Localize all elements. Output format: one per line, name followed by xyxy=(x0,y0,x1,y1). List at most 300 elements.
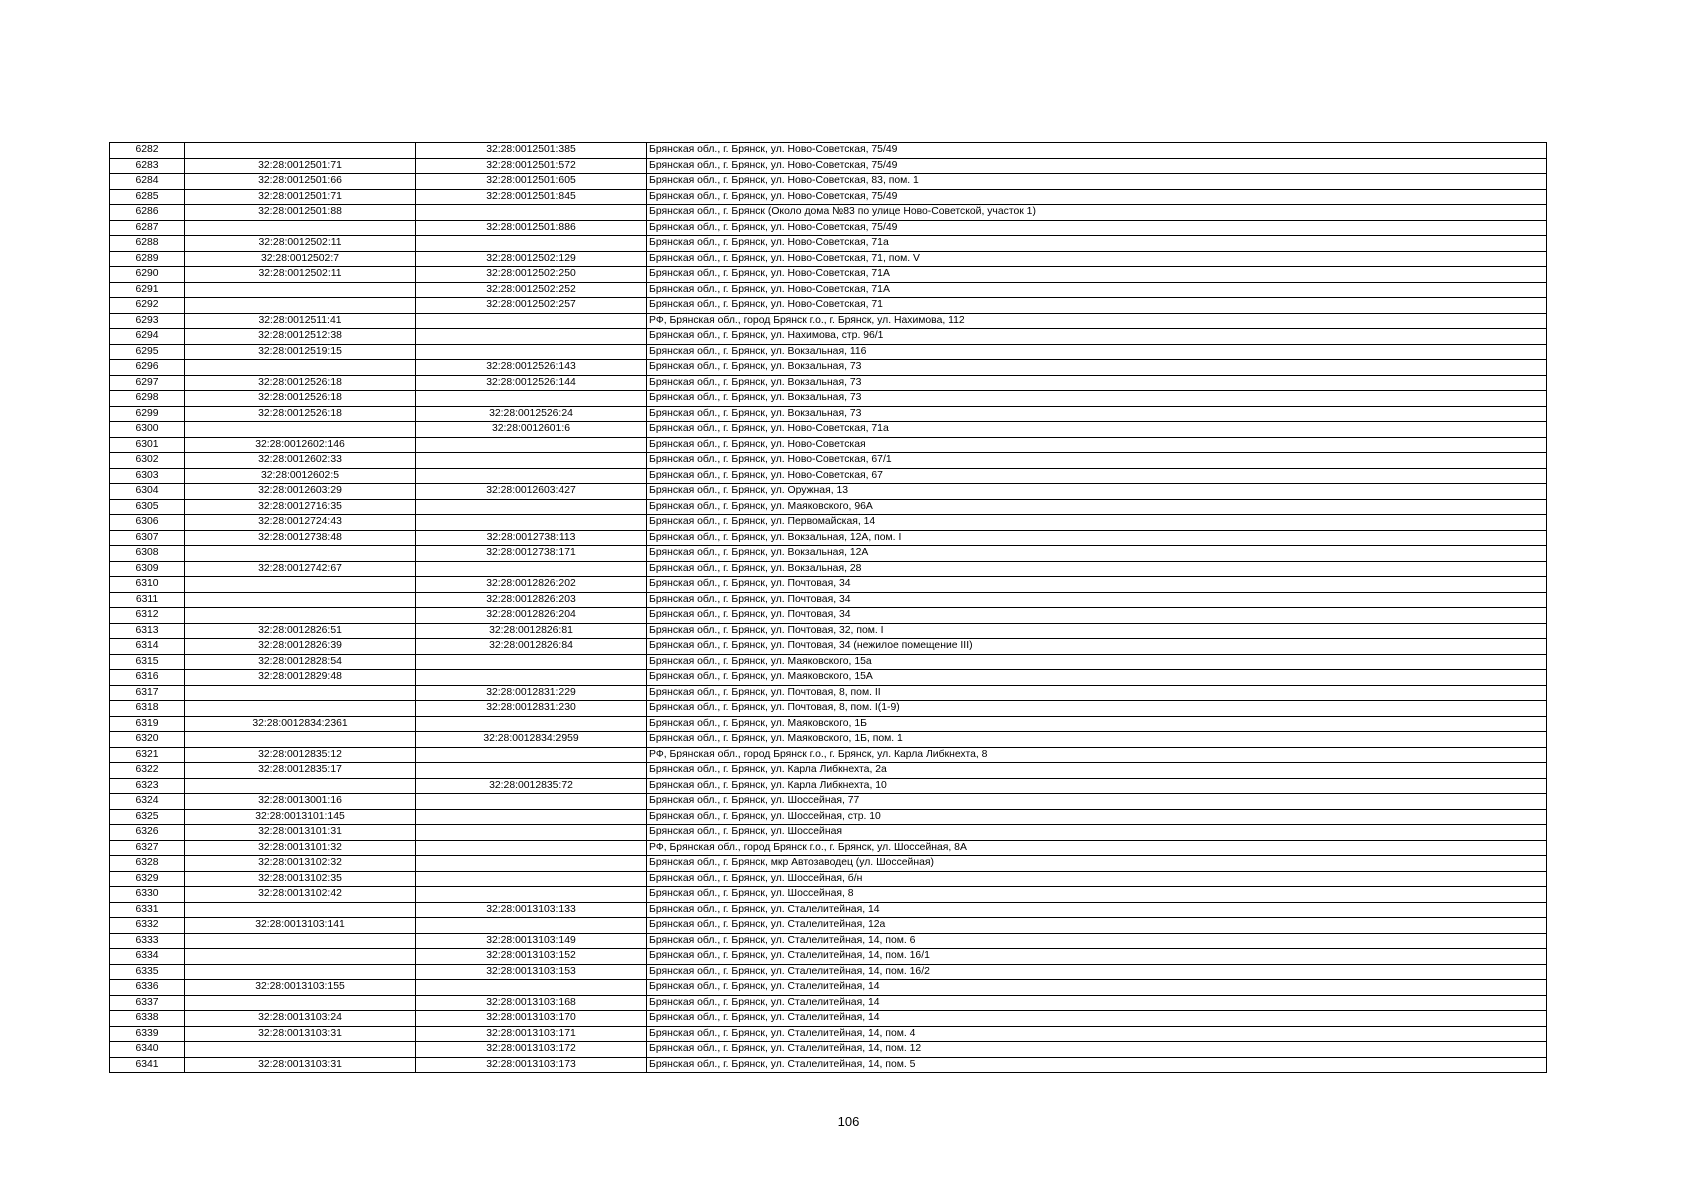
object-cadastral-number-cell: 32:28:0012526:143 xyxy=(416,360,647,376)
land-cadastral-number-cell: 32:28:0013102:32 xyxy=(185,856,416,872)
object-cadastral-number-cell xyxy=(416,840,647,856)
table-row xyxy=(110,809,1547,825)
row-number-cell: 6336 xyxy=(110,980,185,996)
land-cadastral-number-cell xyxy=(185,143,416,159)
row-number-cell: 6313 xyxy=(110,623,185,639)
table-row xyxy=(110,344,1547,360)
land-cadastral-number-cell: 32:28:0012716:35 xyxy=(185,499,416,515)
object-cadastral-number-cell: 32:28:0012526:144 xyxy=(416,375,647,391)
address-cell: Брянская обл., г. Брянск, ул. Ново-Советская, 71а xyxy=(647,422,1547,438)
land-cadastral-number-cell: 32:28:0012602:33 xyxy=(185,453,416,469)
land-cadastral-number-cell: 32:28:0012512:38 xyxy=(185,329,416,345)
land-cadastral-number-cell: 32:28:0012511:41 xyxy=(185,313,416,329)
address-cell: Брянская обл., г. Брянск, ул. Маяковского, 15а xyxy=(647,654,1547,670)
address-cell: Брянская обл., г. Брянск, ул. Ново-Советская, 71А xyxy=(647,282,1547,298)
address-cell: Брянская обл., г. Брянск, ул. Вокзальная, 28 xyxy=(647,561,1547,577)
row-number-cell: 6293 xyxy=(110,313,185,329)
address-cell: Брянская обл., г. Брянск, ул. Почтовая, 34 xyxy=(647,592,1547,608)
address-cell: Брянская обл., г. Брянск, ул. Первомайская, 14 xyxy=(647,515,1547,531)
row-number-cell: 6292 xyxy=(110,298,185,314)
address-cell: Брянская обл., г. Брянск, ул. Маяковского, 1Б xyxy=(647,716,1547,732)
row-number-cell: 6330 xyxy=(110,887,185,903)
table-row xyxy=(110,623,1547,639)
address-cell: Брянская обл., г. Брянск, мкр Автозаводец (ул. Шоссейная) xyxy=(647,856,1547,872)
address-cell: Брянская обл., г. Брянск, ул. Ново-Советская, 75/49 xyxy=(647,189,1547,205)
table-row xyxy=(110,933,1547,949)
address-cell: Брянская обл., г. Брянск, ул. Карла Либкнехта, 2а xyxy=(647,763,1547,779)
table-row xyxy=(110,716,1547,732)
table-row xyxy=(110,747,1547,763)
table-row xyxy=(110,1042,1547,1058)
object-cadastral-number-cell xyxy=(416,918,647,934)
object-cadastral-number-cell: 32:28:0012601:6 xyxy=(416,422,647,438)
address-cell: Брянская обл., г. Брянск, ул. Сталелитейная, 14 xyxy=(647,995,1547,1011)
land-cadastral-number-cell: 32:28:0012501:88 xyxy=(185,205,416,221)
table-row xyxy=(110,592,1547,608)
table-row xyxy=(110,778,1547,794)
address-cell: Брянская обл., г. Брянск, ул. Маяковского, 96А xyxy=(647,499,1547,515)
row-number-cell: 6325 xyxy=(110,809,185,825)
object-cadastral-number-cell xyxy=(416,794,647,810)
address-cell: Брянская обл., г. Брянск, ул. Нахимова, стр. 96/1 xyxy=(647,329,1547,345)
land-cadastral-number-cell: 32:28:0012742:67 xyxy=(185,561,416,577)
table-row xyxy=(110,375,1547,391)
row-number-cell: 6295 xyxy=(110,344,185,360)
row-number-cell: 6324 xyxy=(110,794,185,810)
table-row xyxy=(110,654,1547,670)
row-number-cell: 6303 xyxy=(110,468,185,484)
object-cadastral-number-cell xyxy=(416,344,647,360)
row-number-cell: 6298 xyxy=(110,391,185,407)
object-cadastral-number-cell xyxy=(416,809,647,825)
object-cadastral-number-cell xyxy=(416,871,647,887)
object-cadastral-number-cell xyxy=(416,980,647,996)
table-row xyxy=(110,995,1547,1011)
row-number-cell: 6340 xyxy=(110,1042,185,1058)
table-row xyxy=(110,701,1547,717)
address-cell: РФ, Брянская обл., город Брянск г.о., г. Брянск, ул. Шоссейная, 8А xyxy=(647,840,1547,856)
land-cadastral-number-cell xyxy=(185,778,416,794)
address-cell: РФ, Брянская обл., город Брянск г.о., г. Брянск, ул. Карла Либкнехта, 8 xyxy=(647,747,1547,763)
address-cell: Брянская обл., г. Брянск, ул. Карла Либкнехта, 10 xyxy=(647,778,1547,794)
table-row xyxy=(110,902,1547,918)
table-row xyxy=(110,499,1547,515)
object-cadastral-number-cell: 32:28:0013103:170 xyxy=(416,1011,647,1027)
land-cadastral-number-cell xyxy=(185,902,416,918)
land-cadastral-number-cell: 32:28:0012502:11 xyxy=(185,236,416,252)
address-cell: Брянская обл., г. Брянск, ул. Маяковского, 15А xyxy=(647,670,1547,686)
land-cadastral-number-cell: 32:28:0012519:15 xyxy=(185,344,416,360)
address-cell: Брянская обл., г. Брянск, ул. Ново-Советская, 71А xyxy=(647,267,1547,283)
object-cadastral-number-cell: 32:28:0012831:230 xyxy=(416,701,647,717)
land-cadastral-number-cell: 32:28:0013102:42 xyxy=(185,887,416,903)
table-row xyxy=(110,205,1547,221)
address-cell: Брянская обл., г. Брянск, ул. Шоссейная, 77 xyxy=(647,794,1547,810)
table-row xyxy=(110,189,1547,205)
row-number-cell: 6326 xyxy=(110,825,185,841)
table-row xyxy=(110,236,1547,252)
address-cell: Брянская обл., г. Брянск, ул. Ново-Советская, 75/49 xyxy=(647,143,1547,159)
object-cadastral-number-cell xyxy=(416,747,647,763)
table-row xyxy=(110,282,1547,298)
table-row xyxy=(110,143,1547,159)
address-cell: Брянская обл., г. Брянск, ул. Вокзальная, 73 xyxy=(647,406,1547,422)
row-number-cell: 6317 xyxy=(110,685,185,701)
land-cadastral-number-cell: 32:28:0012724:43 xyxy=(185,515,416,531)
object-cadastral-number-cell xyxy=(416,856,647,872)
object-cadastral-number-cell: 32:28:0012826:204 xyxy=(416,608,647,624)
object-cadastral-number-cell: 32:28:0012603:427 xyxy=(416,484,647,500)
table-row xyxy=(110,468,1547,484)
address-cell: Брянская обл., г. Брянск, ул. Ново-Советская, 75/49 xyxy=(647,220,1547,236)
land-cadastral-number-cell: 32:28:0012834:2361 xyxy=(185,716,416,732)
object-cadastral-number-cell: 32:28:0013103:171 xyxy=(416,1026,647,1042)
row-number-cell: 6291 xyxy=(110,282,185,298)
object-cadastral-number-cell: 32:28:0012738:113 xyxy=(416,530,647,546)
object-cadastral-number-cell: 32:28:0012502:129 xyxy=(416,251,647,267)
address-cell: Брянская обл., г. Брянск, ул. Почтовая, 34 xyxy=(647,608,1547,624)
land-cadastral-number-cell: 32:28:0012835:12 xyxy=(185,747,416,763)
table-row xyxy=(110,887,1547,903)
row-number-cell: 6310 xyxy=(110,577,185,593)
object-cadastral-number-cell: 32:28:0012826:203 xyxy=(416,592,647,608)
land-cadastral-number-cell: 32:28:0012826:39 xyxy=(185,639,416,655)
address-cell: Брянская обл., г. Брянск, ул. Вокзальная, 73 xyxy=(647,375,1547,391)
row-number-cell: 6301 xyxy=(110,437,185,453)
object-cadastral-number-cell xyxy=(416,313,647,329)
table-row xyxy=(110,763,1547,779)
land-cadastral-number-cell: 32:28:0013101:145 xyxy=(185,809,416,825)
address-cell: Брянская обл., г. Брянск, ул. Ново-Советская, 71 xyxy=(647,298,1547,314)
object-cadastral-number-cell xyxy=(416,515,647,531)
table-row xyxy=(110,391,1547,407)
land-cadastral-number-cell: 32:28:0012526:18 xyxy=(185,406,416,422)
object-cadastral-number-cell xyxy=(416,205,647,221)
object-cadastral-number-cell xyxy=(416,654,647,670)
table-row xyxy=(110,422,1547,438)
land-cadastral-number-cell: 32:28:0012602:5 xyxy=(185,468,416,484)
table-row xyxy=(110,840,1547,856)
row-number-cell: 6304 xyxy=(110,484,185,500)
object-cadastral-number-cell xyxy=(416,499,647,515)
table-row xyxy=(110,220,1547,236)
table-row xyxy=(110,515,1547,531)
row-number-cell: 6305 xyxy=(110,499,185,515)
land-cadastral-number-cell xyxy=(185,964,416,980)
row-number-cell: 6284 xyxy=(110,174,185,190)
address-cell: Брянская обл., г. Брянск, ул. Шоссейная, 8 xyxy=(647,887,1547,903)
land-cadastral-number-cell: 32:28:0013101:32 xyxy=(185,840,416,856)
row-number-cell: 6322 xyxy=(110,763,185,779)
row-number-cell: 6286 xyxy=(110,205,185,221)
table-row xyxy=(110,639,1547,655)
row-number-cell: 6294 xyxy=(110,329,185,345)
address-cell: Брянская обл., г. Брянск, ул. Ново-Советская, 67 xyxy=(647,468,1547,484)
row-number-cell: 6337 xyxy=(110,995,185,1011)
land-cadastral-number-cell xyxy=(185,546,416,562)
object-cadastral-number-cell: 32:28:0012831:229 xyxy=(416,685,647,701)
object-cadastral-number-cell: 32:28:0012826:202 xyxy=(416,577,647,593)
address-cell: Брянская обл., г. Брянск, ул. Вокзальная, 73 xyxy=(647,391,1547,407)
row-number-cell: 6329 xyxy=(110,871,185,887)
table-row xyxy=(110,980,1547,996)
land-cadastral-number-cell: 32:28:0013102:35 xyxy=(185,871,416,887)
row-number-cell: 6285 xyxy=(110,189,185,205)
address-cell: Брянская обл., г. Брянск, ул. Сталелитейная, 14, пом. 16/2 xyxy=(647,964,1547,980)
table-row xyxy=(110,685,1547,701)
table-row xyxy=(110,561,1547,577)
table-row xyxy=(110,267,1547,283)
land-cadastral-number-cell xyxy=(185,949,416,965)
registry-table-body xyxy=(110,143,1547,1073)
object-cadastral-number-cell: 32:28:0012835:72 xyxy=(416,778,647,794)
row-number-cell: 6287 xyxy=(110,220,185,236)
object-cadastral-number-cell: 32:28:0012501:886 xyxy=(416,220,647,236)
land-cadastral-number-cell: 32:28:0013103:24 xyxy=(185,1011,416,1027)
row-number-cell: 6296 xyxy=(110,360,185,376)
address-cell: Брянская обл., г. Брянск, ул. Почтовая, 34 (нежилое помещение III) xyxy=(647,639,1547,655)
land-cadastral-number-cell: 32:28:0012828:54 xyxy=(185,654,416,670)
row-number-cell: 6334 xyxy=(110,949,185,965)
land-cadastral-number-cell: 32:28:0013103:141 xyxy=(185,918,416,934)
row-number-cell: 6297 xyxy=(110,375,185,391)
object-cadastral-number-cell: 32:28:0013103:149 xyxy=(416,933,647,949)
object-cadastral-number-cell: 32:28:0013103:172 xyxy=(416,1042,647,1058)
object-cadastral-number-cell: 32:28:0013103:153 xyxy=(416,964,647,980)
table-row xyxy=(110,360,1547,376)
address-cell: Брянская обл., г. Брянск, ул. Сталелитейная, 14, пом. 16/1 xyxy=(647,949,1547,965)
address-cell: Брянская обл., г. Брянск, ул. Сталелитейная, 14, пом. 4 xyxy=(647,1026,1547,1042)
land-cadastral-number-cell xyxy=(185,577,416,593)
table-row xyxy=(110,406,1547,422)
table-row xyxy=(110,329,1547,345)
address-cell: Брянская обл., г. Брянск, ул. Шоссейная, стр. 10 xyxy=(647,809,1547,825)
row-number-cell: 6335 xyxy=(110,964,185,980)
row-number-cell: 6333 xyxy=(110,933,185,949)
table-row xyxy=(110,1026,1547,1042)
table-row xyxy=(110,313,1547,329)
object-cadastral-number-cell: 32:28:0012501:385 xyxy=(416,143,647,159)
address-cell: Брянская обл., г. Брянск, ул. Сталелитейная, 14, пом. 12 xyxy=(647,1042,1547,1058)
object-cadastral-number-cell xyxy=(416,716,647,732)
land-cadastral-number-cell xyxy=(185,298,416,314)
land-cadastral-number-cell xyxy=(185,701,416,717)
land-cadastral-number-cell xyxy=(185,732,416,748)
object-cadastral-number-cell: 32:28:0012502:252 xyxy=(416,282,647,298)
land-cadastral-number-cell: 32:28:0012826:51 xyxy=(185,623,416,639)
table-row xyxy=(110,918,1547,934)
land-cadastral-number-cell: 32:28:0012526:18 xyxy=(185,391,416,407)
land-cadastral-number-cell: 32:28:0013103:155 xyxy=(185,980,416,996)
row-number-cell: 6311 xyxy=(110,592,185,608)
row-number-cell: 6289 xyxy=(110,251,185,267)
table-row xyxy=(110,670,1547,686)
address-cell: Брянская обл., г. Брянск, ул. Ново-Советская, 67/1 xyxy=(647,453,1547,469)
row-number-cell: 6282 xyxy=(110,143,185,159)
address-cell: Брянская обл., г. Брянск, ул. Сталелитейная, 14 xyxy=(647,902,1547,918)
object-cadastral-number-cell: 32:28:0012502:250 xyxy=(416,267,647,283)
address-cell: РФ, Брянская обл., город Брянск г.о., г. Брянск, ул. Нахимова, 112 xyxy=(647,313,1547,329)
row-number-cell: 6306 xyxy=(110,515,185,531)
address-cell: Брянская обл., г. Брянск, ул. Шоссейная xyxy=(647,825,1547,841)
land-cadastral-number-cell xyxy=(185,1042,416,1058)
land-cadastral-number-cell: 32:28:0012501:71 xyxy=(185,189,416,205)
table-row xyxy=(110,577,1547,593)
land-cadastral-number-cell: 32:28:0012501:71 xyxy=(185,158,416,174)
table-row xyxy=(110,251,1547,267)
address-cell: Брянская обл., г. Брянск, ул. Сталелитейная, 12а xyxy=(647,918,1547,934)
table-row xyxy=(110,856,1547,872)
land-cadastral-number-cell: 32:28:0013101:31 xyxy=(185,825,416,841)
land-cadastral-number-cell: 32:28:0012502:7 xyxy=(185,251,416,267)
address-cell: Брянская обл., г. Брянск, ул. Почтовая, 34 xyxy=(647,577,1547,593)
land-cadastral-number-cell xyxy=(185,933,416,949)
row-number-cell: 6308 xyxy=(110,546,185,562)
row-number-cell: 6338 xyxy=(110,1011,185,1027)
address-cell: Брянская обл., г. Брянск, ул. Почтовая, 8, пом. I(1-9) xyxy=(647,701,1547,717)
object-cadastral-number-cell: 32:28:0012738:171 xyxy=(416,546,647,562)
page-number: 106 xyxy=(837,1114,860,1129)
object-cadastral-number-cell xyxy=(416,825,647,841)
land-cadastral-number-cell xyxy=(185,685,416,701)
land-cadastral-number-cell: 32:28:0013103:31 xyxy=(185,1057,416,1073)
object-cadastral-number-cell: 32:28:0012501:845 xyxy=(416,189,647,205)
row-number-cell: 6316 xyxy=(110,670,185,686)
object-cadastral-number-cell: 32:28:0013103:168 xyxy=(416,995,647,1011)
row-number-cell: 6327 xyxy=(110,840,185,856)
land-cadastral-number-cell: 32:28:0012738:48 xyxy=(185,530,416,546)
object-cadastral-number-cell: 32:28:0012826:81 xyxy=(416,623,647,639)
table-row xyxy=(110,871,1547,887)
address-cell: Брянская обл., г. Брянск, ул. Оружная, 13 xyxy=(647,484,1547,500)
address-cell: Брянская обл., г. Брянск, ул. Ново-Советская, 75/49 xyxy=(647,158,1547,174)
address-cell: Брянская обл., г. Брянск, ул. Сталелитейная, 14, пом. 5 xyxy=(647,1057,1547,1073)
row-number-cell: 6318 xyxy=(110,701,185,717)
row-number-cell: 6320 xyxy=(110,732,185,748)
object-cadastral-number-cell xyxy=(416,670,647,686)
row-number-cell: 6341 xyxy=(110,1057,185,1073)
table-row xyxy=(110,825,1547,841)
table-row xyxy=(110,949,1547,965)
object-cadastral-number-cell xyxy=(416,763,647,779)
land-cadastral-number-cell: 32:28:0012526:18 xyxy=(185,375,416,391)
address-cell: Брянская обл., г. Брянск, ул. Вокзальная, 12А xyxy=(647,546,1547,562)
object-cadastral-number-cell xyxy=(416,437,647,453)
object-cadastral-number-cell: 32:28:0012502:257 xyxy=(416,298,647,314)
address-cell: Брянская обл., г. Брянск, ул. Почтовая, 8, пом. II xyxy=(647,685,1547,701)
table-row xyxy=(110,453,1547,469)
land-cadastral-number-cell: 32:28:0012829:48 xyxy=(185,670,416,686)
registry-table xyxy=(109,142,1547,1073)
address-cell: Брянская обл., г. Брянск, ул. Сталелитейная, 14 xyxy=(647,980,1547,996)
object-cadastral-number-cell: 32:28:0012826:84 xyxy=(416,639,647,655)
object-cadastral-number-cell xyxy=(416,329,647,345)
row-number-cell: 6283 xyxy=(110,158,185,174)
object-cadastral-number-cell: 32:28:0013103:173 xyxy=(416,1057,647,1073)
table-row xyxy=(110,174,1547,190)
object-cadastral-number-cell xyxy=(416,236,647,252)
object-cadastral-number-cell: 32:28:0012526:24 xyxy=(416,406,647,422)
land-cadastral-number-cell: 32:28:0012602:146 xyxy=(185,437,416,453)
land-cadastral-number-cell: 32:28:0013001:16 xyxy=(185,794,416,810)
land-cadastral-number-cell xyxy=(185,592,416,608)
table-row xyxy=(110,298,1547,314)
land-cadastral-number-cell: 32:28:0012501:66 xyxy=(185,174,416,190)
row-number-cell: 6307 xyxy=(110,530,185,546)
row-number-cell: 6312 xyxy=(110,608,185,624)
address-cell: Брянская обл., г. Брянск, ул. Маяковского, 1Б, пом. 1 xyxy=(647,732,1547,748)
object-cadastral-number-cell: 32:28:0013103:133 xyxy=(416,902,647,918)
object-cadastral-number-cell: 32:28:0013103:152 xyxy=(416,949,647,965)
address-cell: Брянская обл., г. Брянск, ул. Сталелитейная, 14, пом. 6 xyxy=(647,933,1547,949)
address-cell: Брянская обл., г. Брянск, ул. Вокзальная, 73 xyxy=(647,360,1547,376)
address-cell: Брянская обл., г. Брянск, ул. Вокзальная, 12А, пом. I xyxy=(647,530,1547,546)
row-number-cell: 6331 xyxy=(110,902,185,918)
row-number-cell: 6339 xyxy=(110,1026,185,1042)
address-cell: Брянская обл., г. Брянск, ул. Почтовая, 32, пом. I xyxy=(647,623,1547,639)
row-number-cell: 6321 xyxy=(110,747,185,763)
address-cell: Брянская обл., г. Брянск (Около дома №83 по улице Ново-Советской, участок 1) xyxy=(647,205,1547,221)
object-cadastral-number-cell xyxy=(416,887,647,903)
row-number-cell: 6328 xyxy=(110,856,185,872)
row-number-cell: 6323 xyxy=(110,778,185,794)
object-cadastral-number-cell xyxy=(416,468,647,484)
land-cadastral-number-cell xyxy=(185,995,416,1011)
land-cadastral-number-cell xyxy=(185,220,416,236)
land-cadastral-number-cell: 32:28:0012502:11 xyxy=(185,267,416,283)
object-cadastral-number-cell: 32:28:0012834:2959 xyxy=(416,732,647,748)
table-row xyxy=(110,1011,1547,1027)
row-number-cell: 6332 xyxy=(110,918,185,934)
table-row xyxy=(110,794,1547,810)
table-row xyxy=(110,546,1547,562)
object-cadastral-number-cell xyxy=(416,391,647,407)
row-number-cell: 6302 xyxy=(110,453,185,469)
land-cadastral-number-cell: 32:28:0012603:29 xyxy=(185,484,416,500)
address-cell: Брянская обл., г. Брянск, ул. Шоссейная, б/н xyxy=(647,871,1547,887)
land-cadastral-number-cell xyxy=(185,422,416,438)
row-number-cell: 6288 xyxy=(110,236,185,252)
land-cadastral-number-cell xyxy=(185,360,416,376)
address-cell: Брянская обл., г. Брянск, ул. Ново-Советская xyxy=(647,437,1547,453)
row-number-cell: 6299 xyxy=(110,406,185,422)
land-cadastral-number-cell: 32:28:0013103:31 xyxy=(185,1026,416,1042)
table-row xyxy=(110,484,1547,500)
row-number-cell: 6315 xyxy=(110,654,185,670)
row-number-cell: 6300 xyxy=(110,422,185,438)
row-number-cell: 6309 xyxy=(110,561,185,577)
object-cadastral-number-cell xyxy=(416,453,647,469)
table-row xyxy=(110,437,1547,453)
row-number-cell: 6319 xyxy=(110,716,185,732)
table-row xyxy=(110,530,1547,546)
address-cell: Брянская обл., г. Брянск, ул. Сталелитейная, 14 xyxy=(647,1011,1547,1027)
address-cell: Брянская обл., г. Брянск, ул. Ново-Советская, 83, пом. 1 xyxy=(647,174,1547,190)
object-cadastral-number-cell: 32:28:0012501:572 xyxy=(416,158,647,174)
land-cadastral-number-cell xyxy=(185,282,416,298)
row-number-cell: 6314 xyxy=(110,639,185,655)
object-cadastral-number-cell: 32:28:0012501:605 xyxy=(416,174,647,190)
land-cadastral-number-cell: 32:28:0012835:17 xyxy=(185,763,416,779)
address-cell: Брянская обл., г. Брянск, ул. Ново-Советская, 71а xyxy=(647,236,1547,252)
address-cell: Брянская обл., г. Брянск, ул. Вокзальная, 116 xyxy=(647,344,1547,360)
table-row xyxy=(110,732,1547,748)
table-row xyxy=(110,158,1547,174)
table-row xyxy=(110,964,1547,980)
address-cell: Брянская обл., г. Брянск, ул. Ново-Советская, 71, пом. V xyxy=(647,251,1547,267)
land-cadastral-number-cell xyxy=(185,608,416,624)
table-row xyxy=(110,1057,1547,1073)
